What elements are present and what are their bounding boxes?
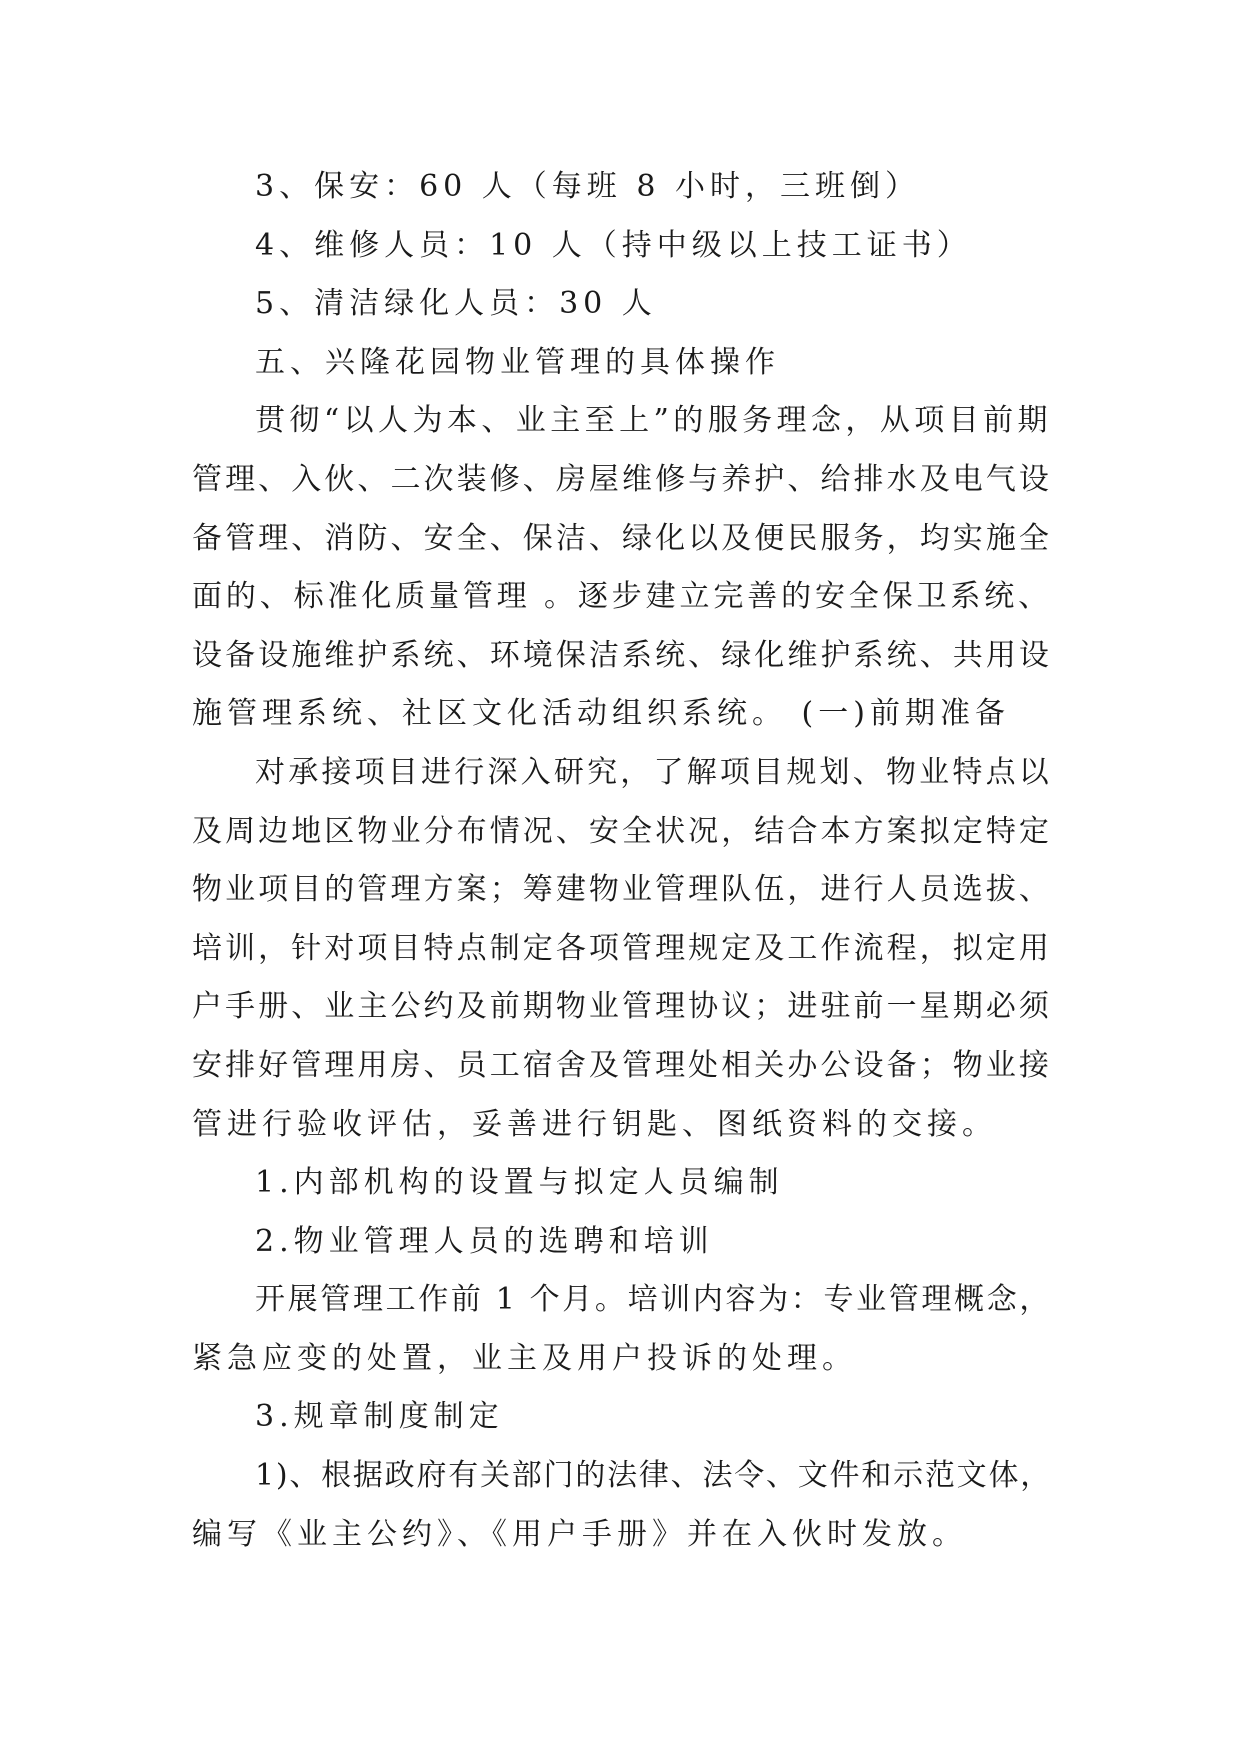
text-line: 培训，针对项目特点制定各项管理规定及工作流程，拟定用 — [192, 930, 1052, 966]
text-line: 3、保安：60 人（每班 8 小时，三班倒） — [255, 169, 920, 204]
text-line: 紧急应变的处置，业主及用户投诉的处理。 — [192, 1340, 857, 1376]
text-line: 管进行验收评估，妥善进行钥匙、图纸资料的交接。 — [192, 1106, 997, 1142]
text-line: 贯彻“以人为本、业主至上”的服务理念，从项目前期 — [255, 403, 1052, 439]
section-heading: 五、兴隆花园物业管理的具体操作 — [255, 344, 780, 380]
text-line: 设备设施维护系统、环境保洁系统、绿化维护系统、共用设 — [192, 637, 1052, 673]
text-line: 对承接项目进行深入研究，了解项目规划、物业特点以 — [255, 754, 1052, 790]
text-line: 5、清洁绿化人员：30 人 — [255, 286, 657, 322]
text-line: 面的、标准化质量管理 。逐步建立完善的安全保卫系统、 — [192, 579, 1052, 615]
text-line: 管理、入伙、二次装修、房屋维修与养护、给排水及电气设 — [192, 461, 1052, 497]
subheading: 2.物业管理人员的选聘和培训 — [255, 1223, 714, 1259]
text-line: 开展管理工作前 1 个月。培训内容为：专业管理概念， — [255, 1282, 1052, 1318]
text-line: 户手册、业主公约及前期物业管理协议；进驻前一星期必须 — [192, 989, 1052, 1025]
text-line: 物业项目的管理方案；筹建物业管理队伍，进行人员选拔、 — [192, 872, 1052, 908]
text-line: 备管理、消防、安全、保洁、绿化以及便民服务，均实施全 — [192, 520, 1052, 556]
text-line: 编写《业主公约》、《用户手册》并在入伙时发放。 — [192, 1516, 967, 1552]
document-body — [192, 158, 1052, 1564]
text-line: 1)、根据政府有关部门的法律、法令、文件和示范文体， — [255, 1458, 1052, 1494]
text-line: 及周边地区物业分布情况、安全状况，结合本方案拟定特定 — [192, 813, 1052, 849]
text-line: 施管理系统、社区文化活动组织系统。 (一)前期准备 — [192, 696, 1010, 732]
text-line: 4、维修人员：10 人（持中级以上技工证书） — [255, 227, 972, 263]
subheading: 1.内部机构的设置与拟定人员编制 — [255, 1165, 784, 1201]
text-line: 安排好管理用房、员工宿舍及管理处相关办公设备；物业接 — [192, 1047, 1052, 1083]
subheading: 3.规章制度制定 — [255, 1399, 504, 1435]
